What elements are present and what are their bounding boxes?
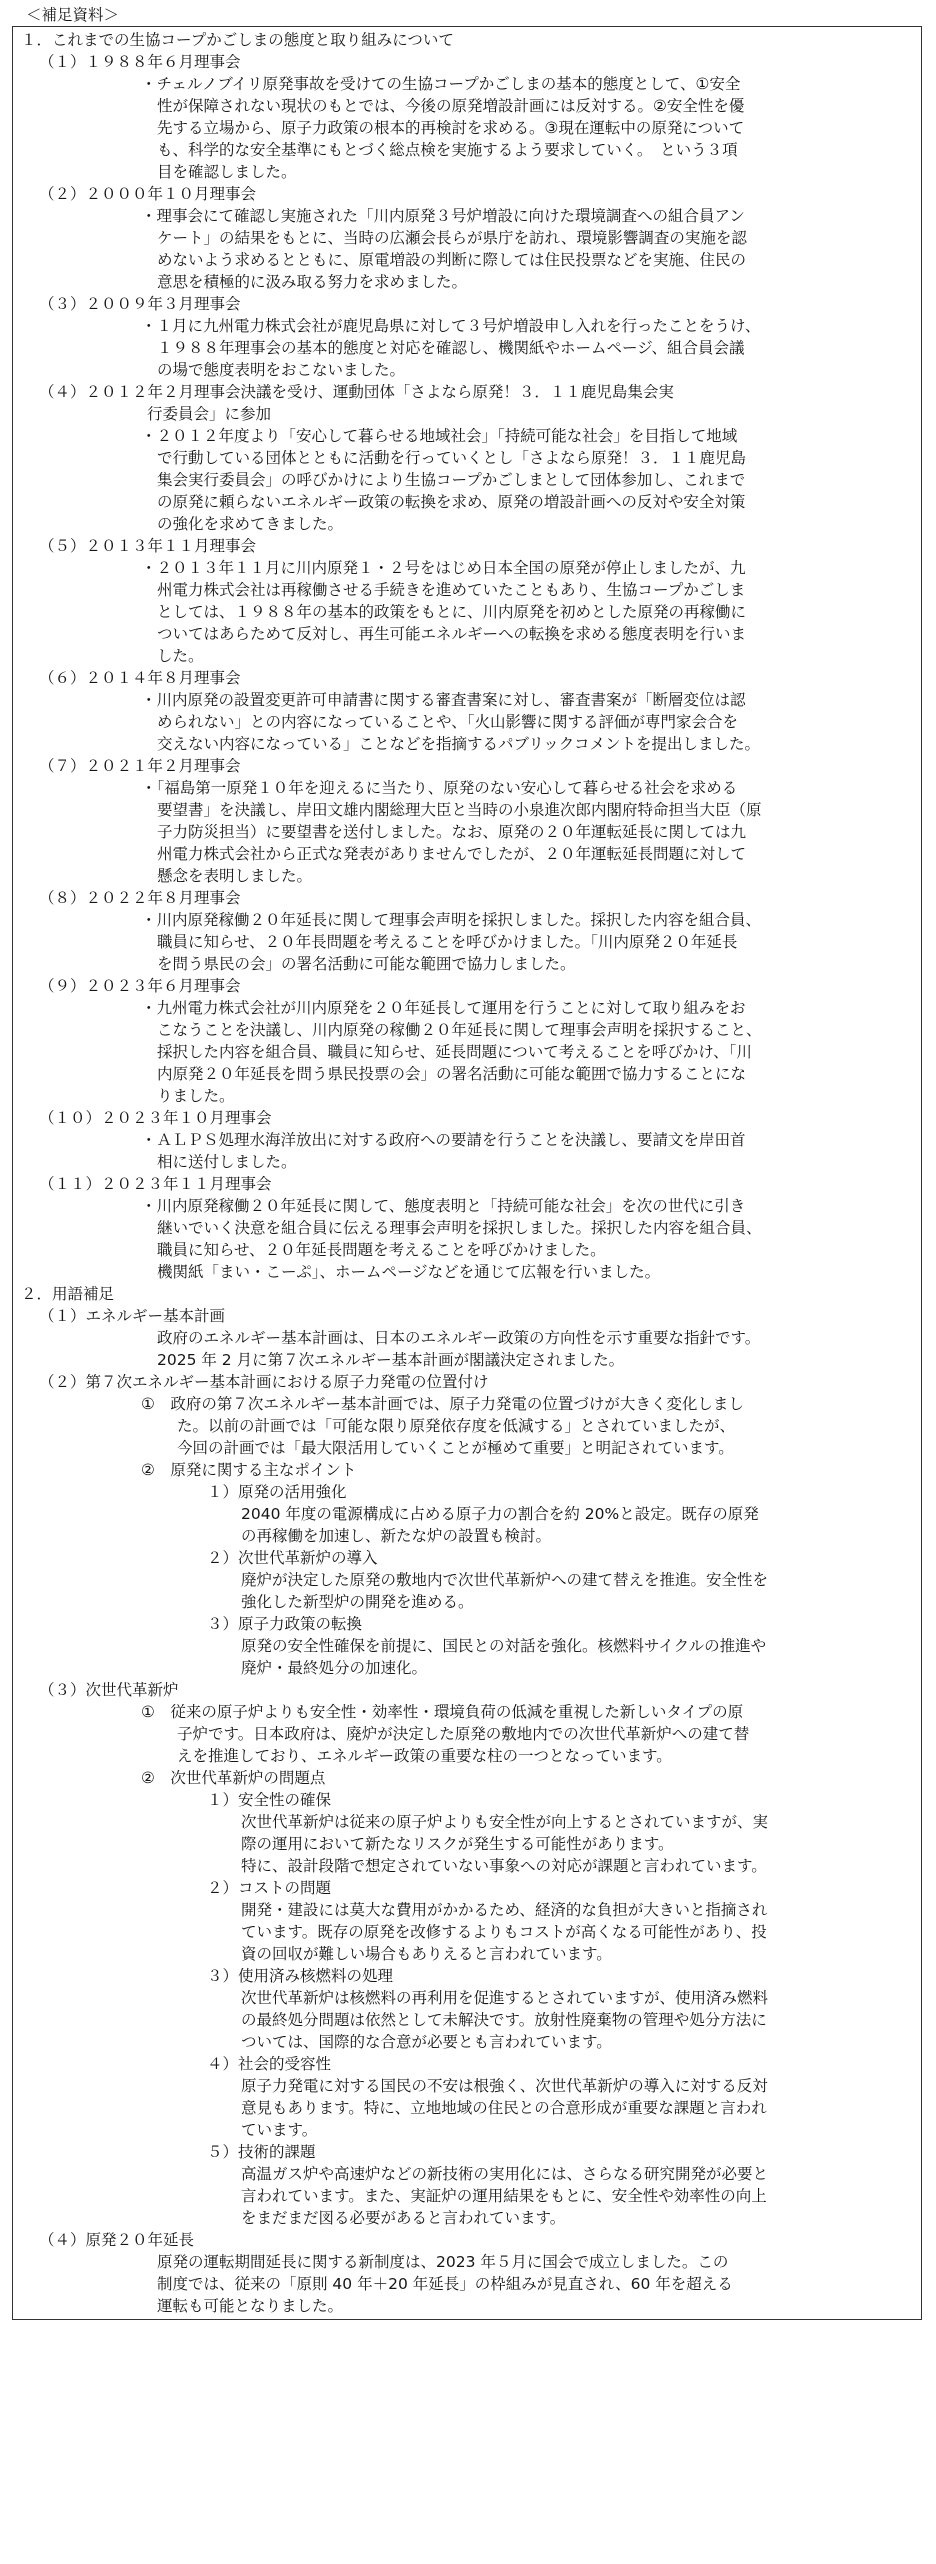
item-text: １９８８年理事会の基本的態度と対応を確認し、機関紙やホームページ、組合員会議 <box>157 339 745 357</box>
item-text: ・２０１２年度より「安心して暮らせる地域社会」「持続可能な社会」を目指して地域 <box>141 427 738 445</box>
point-title: １）原発の活用強化 <box>207 1483 347 1501</box>
item-text: こなうことを決議し、川内原発の稼働２０年延長に関して理事会声明を採択すること、 <box>157 1021 762 1039</box>
item-text: で行動している団体とともに活動を行っていくとし「さよなら原発！３．１１鹿児島 <box>157 449 747 467</box>
sub-text: 2025 年 2 月に第７次エネルギー基本計画が閣議決定されました。 <box>157 1351 625 1369</box>
sub-text: 制度では、従来の「原則 40 年＋20 年延長」の枠組みが見直され、60 年を超える <box>157 2275 733 2293</box>
item-text: 集会実行委員会」の呼びかけにより生協コープかごしまとして団体参加し、これまで <box>157 471 746 489</box>
item-text: ・川内原発稼働２０年延長に関して、態度表明と「持続可能な社会」を次の世代に引き <box>141 1197 746 1215</box>
item-text: を問う県民の会」の署名活動に可能な範囲で協力しました。 <box>157 955 576 973</box>
point-text: 開発・建設には莫大な費用がかかるため、経済的な負担が大きいと指摘され <box>241 1901 768 1919</box>
item-heading: （２）２０００年１０月理事会 <box>39 185 257 203</box>
sub-text: 政府のエネルギー基本計画は、日本のエネルギー政策の方向性を示す重要な指針です。 <box>157 1329 761 1347</box>
point-title: ２）次世代革新炉の導入 <box>207 1549 378 1567</box>
sub-text: た。以前の計画では「可能な限り原発依存度を低減する」とされていましたが、 <box>177 1417 736 1435</box>
point-text: の再稼働を加速し、新たな炉の設置も検討。 <box>241 1527 552 1545</box>
sub-text: ① 従来の原子炉よりも安全性・効率性・環境負荷の低減を重視した新しいタイプの原 <box>141 1703 744 1721</box>
item-heading-continued: 行委員会」に参加 <box>147 405 272 423</box>
item-text: ・九州電力株式会社が川内原発を２０年延長して運用を行うことに対して取り組みをお <box>141 999 746 1017</box>
item-text: ・２０１３年１１月に川内原発１・２号をはじめ日本全国の原発が停止しましたが、九 <box>141 559 746 577</box>
point-title: １）安全性の確保 <box>207 1791 332 1809</box>
sub-text: 今回の計画では「最大限活用していくことが極めて重要」と明記されています。 <box>177 1439 734 1457</box>
item-heading: （１１）２０２３年１１月理事会 <box>39 1175 272 1193</box>
item-text: した。 <box>157 647 204 665</box>
item-heading: （６）２０１４年８月理事会 <box>39 669 241 687</box>
item-text: ・ＡＬＰＳ処理水海洋放出に対する政府への要請を行うことを決議し、要請文を岸田首 <box>141 1131 746 1149</box>
point-text: 原発の安全性確保を前提に、国民との対話を強化。核燃料サイクルの推進や <box>241 1637 767 1655</box>
item-text: められない」との内容になっていることや、「火山影響に関する評価が専門家会合を <box>157 713 738 731</box>
point-title: ３）使用済み核燃料の処理 <box>207 1967 394 1985</box>
item-text: ついてはあらためて反対し、再生可能エネルギーへの転換を求める態度表明を行いま <box>157 625 747 643</box>
item-heading: （９）２０２３年６月理事会 <box>39 977 241 995</box>
point-title: ５）技術的課題 <box>207 2143 316 2161</box>
item-text: りました。 <box>157 1087 235 1105</box>
item-text: の原発に頼らないエネルギー政策の転換を求め、原発の増設計画への反対や安全対策 <box>157 493 746 511</box>
item-heading: （１）１９８８年６月理事会 <box>39 53 241 71</box>
item-text: ・「福島第一原発１０年を迎えるに当たり、原発のない安心して暮らせる社会を求める <box>141 779 738 797</box>
point-text: 原子力発電に対する国民の不安は根強く、次世代革新炉の導入に対する反対 <box>241 2077 768 2095</box>
sub-text: えを推進しており、エネルギー政策の重要な柱の一つとなっています。 <box>177 1747 672 1765</box>
sub-heading: （１）エネルギー基本計画 <box>39 1307 226 1325</box>
item-text: としては、１９８８年の基本的政策をもとに、川内原発を初めとした原発の再稼働に <box>157 603 747 621</box>
point-text: 資の回収が難しい場合もありえると言われています。 <box>241 1945 612 1963</box>
point-text: をまだまだ図る必要があると言われています。 <box>241 2209 566 2227</box>
item-text: の場で態度表明をおこないました。 <box>157 361 406 379</box>
sub-text: ② 次世代革新炉の問題点 <box>141 1769 326 1787</box>
item-heading: （７）２０２１年２月理事会 <box>39 757 241 775</box>
item-text: 州電力株式会社は再稼働させる手続きを進めていたこともあり、生協コープかごしま <box>157 581 746 599</box>
item-text: 継いでいく決意を組合員に伝える理事会声明を採択しました。採択した内容を組合員、 <box>157 1219 762 1237</box>
item-text: ・川内原発の設置変更許可申請書に関する審査書案に対し、審査書案が「断層変位は認 <box>141 691 746 709</box>
point-title: ４）社会的受容性 <box>207 2055 332 2073</box>
item-heading: （１０）２０２３年１０月理事会 <box>39 1109 272 1127</box>
point-text: 言われています。また、実証炉の運用結果をもとに、安全性や効率性の向上 <box>241 2187 767 2205</box>
item-text: ・１月に九州電力株式会社が鹿児島県に対して３号炉増設申し入れを行ったことをうけ、 <box>141 317 761 335</box>
item-heading: （５）２０１３年１１月理事会 <box>39 537 257 555</box>
item-text: 要望書」を決議し、岸田文雄内閣総理大臣と当時の小泉進次郎内閣府特命担当大臣（原 <box>157 801 762 819</box>
item-text: ・チェルノブイリ原発事故を受けての生協コープかごしまの基本的態度として、①安全 <box>141 75 741 93</box>
sub-text: ① 政府の第７次エネルギー基本計画では、原子力発電の位置づけが大きく変化しまし <box>141 1395 744 1413</box>
item-text: 機関紙「まい・こーぷ」、ホームページなどを通じて広報を行いました。 <box>157 1263 661 1281</box>
sub-heading: （４）原発２０年延長 <box>39 2231 195 2249</box>
item-text: の強化を求めてきました。 <box>157 515 344 533</box>
item-text: 懸念を表明しました。 <box>157 867 313 885</box>
point-text: 次世代革新炉は核燃料の再利用を促進するとされていますが、使用済み燃料 <box>241 1989 769 2007</box>
point-text: 特に、設計段階で想定されていない事象への対応が課題と言われています。 <box>241 1857 767 1875</box>
item-text: 目を確認しました。 <box>157 163 297 181</box>
sub-text: 原発の運転期間延長に関する新制度は、2023 年５月に国会で成立しました。この <box>157 2253 729 2271</box>
point-text: 高温ガス炉や高速炉などの新技術の実用化には、さらなる研究開発が必要と <box>241 2165 769 2183</box>
point-text: 強化した新型炉の開発を進める。 <box>241 1593 474 1611</box>
sub-text: 運転も可能となりました。 <box>157 2297 344 2315</box>
point-text: 際の運用において新たなリスクが発生する可能性があります。 <box>241 1835 674 1853</box>
item-text: 職員に知らせ、２０年長問題を考えることを呼びかけました。「川内原発２０年延長 <box>157 933 738 951</box>
item-text: ・川内原発稼働２０年延長に関して理事会声明を採択しました。採択した内容を組合員、 <box>141 911 762 929</box>
point-text: 廃炉・最終処分の加速化。 <box>241 1659 428 1677</box>
point-text: ています。既存の原発を改修するよりもコストが高くなる可能性があり、投 <box>241 1923 767 1941</box>
point-text: 次世代革新炉は従来の原子炉よりも安全性が向上するとされていますが、実 <box>241 1813 769 1831</box>
sub-text: ② 原発に関する主なポイント <box>141 1461 357 1479</box>
supplementary-title: ＜補足資料＞ <box>26 6 120 24</box>
item-text: も、科学的な安全基準にもとづく総点検を実施するよう要求していく。 という３項 <box>157 141 738 159</box>
point-text: 意見もあります。特に、立地地域の住民との合意形成が重要な課題と言われ <box>241 2099 767 2117</box>
section2-heading: ２．用語補足 <box>21 1285 115 1303</box>
document-page <box>12 4 924 2554</box>
item-heading: （４）２０１２年２月理事会決議を受け、運動団体「さよなら原発！３．１１鹿児島集会実 <box>39 383 674 401</box>
item-text: 採択した内容を組合員、職員に知らせ、延長問題について考えることを呼びかけ、「川 <box>157 1043 752 1061</box>
item-text: 先する立場から、原子力政策の根本的再検討を求める。③現在運転中の原発について <box>157 119 745 137</box>
sub-heading: （２）第７次エネルギー基本計画における原子力発電の位置付け <box>39 1373 489 1391</box>
point-title: ３）原子力政策の転換 <box>207 1615 363 1633</box>
point-text: ついては、国際的な合意が必要とも言われています。 <box>241 2033 612 2051</box>
item-text: めないよう求めるとともに、原電増設の判断に際しては住民投票などを実施、住民の <box>157 251 747 269</box>
item-text: 職員に知らせ、２０年延長問題を考えることを呼びかけました。 <box>157 1241 606 1259</box>
point-title: ２）コストの問題 <box>207 1879 332 1897</box>
point-text: の最終処分問題は依然として未解決です。放射性廃棄物の管理や処分方法に <box>241 2011 767 2029</box>
item-text: 子力防災担当）に要望書を送付しました。なお、原発の２０年運転延長に関しては九 <box>157 823 747 841</box>
point-text: ています。 <box>241 2121 318 2139</box>
point-text: 廃炉が決定した原発の敷地内で次世代革新炉への建て替えを推進。安全性を <box>241 1571 769 1589</box>
item-text: ケート」の結果をもとに、当時の広瀬会長らが県庁を訪れ、環境影響調査の実施を認 <box>157 229 747 247</box>
item-text: 交えない内容になっている」ことなどを指摘するパブリックコメントを提出しました。 <box>157 735 760 753</box>
sub-heading: （３）次世代革新炉 <box>39 1681 179 1699</box>
item-text: 性が保障されない現状のもとでは、今後の原発増設計画には反対する。②安全性を優 <box>157 97 745 115</box>
supplementary-box <box>12 26 922 2320</box>
item-text: 内原発２０年延長を問う県民投票の会」の署名活動に可能な範囲で協力することにな <box>157 1065 747 1083</box>
item-text: 意思を積極的に汲み取る努力を求めました。 <box>157 273 468 291</box>
item-text: ・理事会にて確認し実施された「川内原発３号炉増設に向けた環境調査への組合員アン <box>141 207 745 225</box>
item-heading: （８）２０２２年８月理事会 <box>39 889 241 907</box>
point-text: 2040 年度の電源構成に占める原子力の割合を約 20%と設定。既存の原発 <box>241 1505 759 1523</box>
item-text: 相に送付しました。 <box>157 1153 297 1171</box>
item-text: 州電力株式会社から正式な発表がありませんでしたが、２０年運転延長問題に対して <box>157 845 747 863</box>
section1-heading: １．これまでの生協コープかごしまの態度と取り組みについて <box>21 31 454 49</box>
item-heading: （３）２００９年３月理事会 <box>39 295 241 313</box>
sub-text: 子炉です。日本政府は、廃炉が決定した原発の敷地内での次世代革新炉への建て替 <box>177 1725 750 1743</box>
